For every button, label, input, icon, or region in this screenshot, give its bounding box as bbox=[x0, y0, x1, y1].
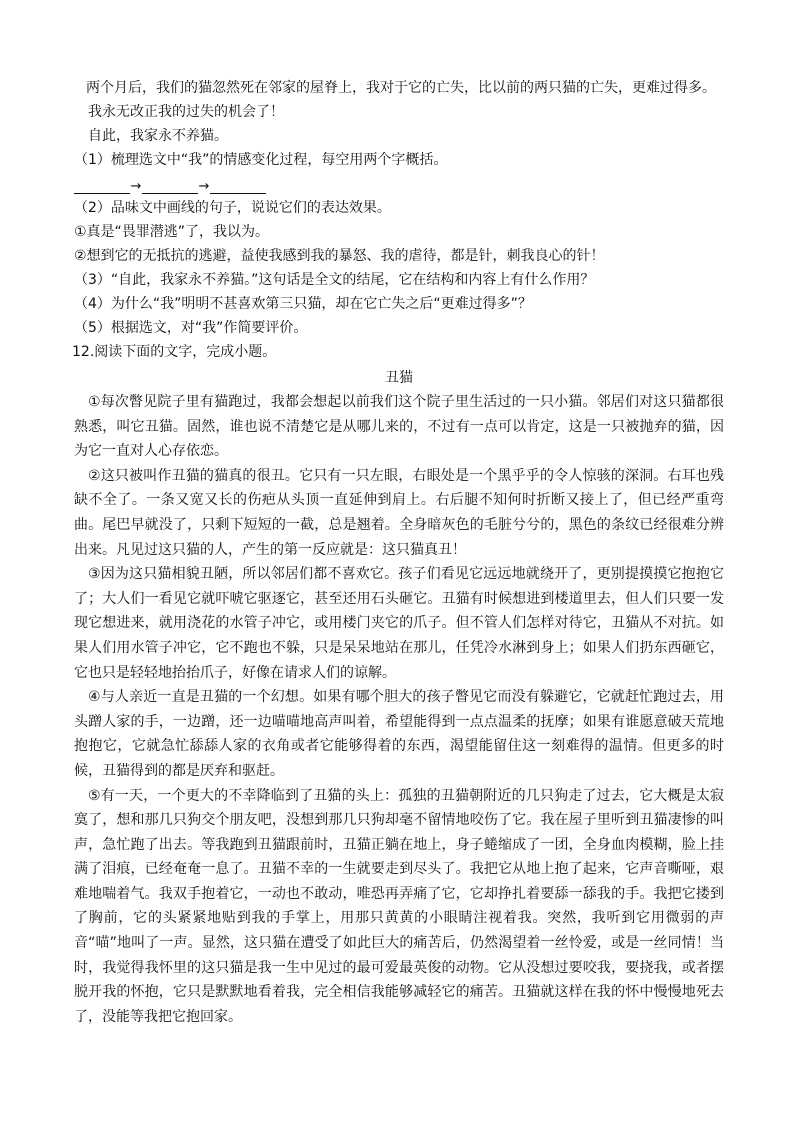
arrow-2: → bbox=[198, 179, 210, 194]
article-title: 丑猫 bbox=[385, 370, 413, 386]
article-paragraph-3: ③因为这只猫相貌丑陋，所以邻居们都不喜欢它。孩子们看见它远远地就绕开了，更别提摸摸它抱抱它了；大人们一看见它就吓唬它驱逐它，甚至还用石头砸它。丑猫有时候想进到楼道里去，但人们只要一发现它想进来，就用浇花的水管子冲它，或用楼门夹它的爪子。但不管人们怎样对待它，丑猫从不对抗。如果人们用水管子冲它，它不跑也不躲，只是呆呆地站在那儿，任凭冷水淋到身上；如果人们扔东西砸它，它也只是轻轻地抬抬爪子，好像在请求人们的谅解。 bbox=[74, 566, 724, 681]
question-5: （5）根据选文，对“我”作简要评价。 bbox=[74, 320, 308, 336]
article-paragraph-2: ②这只被叫作丑猫的猫真的很丑。它只有一只左眼，右眼处是一个黑乎乎的令人惊骇的深洞。右耳也残缺不全了。一条又宽又长的伤疤从头顶一直延伸到肩上。右后腿不知何时折断又接上了，但已经严重弯曲。尾巴早就没了，只剩下短短的一截，总是翘着。全身暗灰色的毛脏兮兮的，黑色的条纹已经很难分辨出来。凡见过这只猫的人，产生的第一反应就是：这只猫真丑！ bbox=[74, 467, 724, 558]
intro-line-2: 我永无改正我的过失的机会了！ bbox=[88, 104, 284, 120]
question-12-heading: 12.阅读下面的文字，完成小题。 bbox=[72, 344, 277, 360]
question-2-item-1: ①真是“畏罪潜逃”了，我以为。 bbox=[74, 224, 270, 240]
arrow-1: → bbox=[130, 179, 142, 194]
answer-blank-1[interactable] bbox=[74, 179, 130, 194]
intro-line-1: 两个月后，我们的猫忽然死在邻家的屋脊上，我对于它的亡失，比以前的两只猫的亡失，更难过得多。 bbox=[86, 80, 716, 96]
answer-blank-3[interactable] bbox=[210, 179, 266, 194]
article-paragraph-1: ①每次瞥见院子里有猫跑过，我都会想起以前我们这个院子里生活过的一只小猫。邻居们对这只猫都很熟悉，叫它丑猫。固然，谁也说不清楚它是从哪儿来的，不过有一点可以肯定，这是一只被抛弃的猫，因为它一直对人心存依恋。 bbox=[74, 394, 724, 460]
question-1: （1）梳理选文中“我”的情感变化过程，每空用两个字概括。 bbox=[74, 152, 448, 168]
page-content bbox=[74, 76, 724, 1029]
question-2-item-2: ②想到它的无抵抗的逃避，益使我感到我的暴怒、我的虐待，都是针，刺我良心的针！ bbox=[74, 248, 605, 264]
intro-line-3: 自此，我家永不养猫。 bbox=[88, 128, 228, 144]
answer-blanks bbox=[74, 172, 724, 196]
answer-blank-2[interactable] bbox=[142, 179, 198, 194]
question-3: （3）“自此，我家永不养猫。”这句话是全文的结尾，它在结构和内容上有什么作用？ bbox=[74, 272, 595, 288]
article-paragraph-5: ⑤有一天，一个更大的不幸降临到了丑猫的头上：孤独的丑猫朝附近的几只狗走了过去，它大概是太寂寞了，想和那几只狗交个朋友吧，没想到那几只狗却毫不留情地咬伤了它。我在屋子里听到丑猫凄惨的叫声，急忙跑了出去。等我跑到丑猫跟前时，丑猫正躺在地上，身子蜷缩成了一团，全身血肉模糊，脸上挂满了泪痕，已经奄奄一息了。丑猫不幸的一生就要走到尽头了。我把它从地上抱了起来，它声音嘶哑，艰难地喘着气。我双手抱着它，一动也不敢动，唯恐再弄痛了它，它却挣扎着要舔一舔我的手。我把它搂到了胸前，它的头紧紧地贴到我的手掌上，用那只黄黄的小眼睛注视着我。突然，我听到它用微弱的声音“喵”地叫了一声。显然，这只猫在遭受了如此巨大的痛苦后，仍然渴望着一丝怜爱，或是一丝同情！当时，我觉得我怀里的这只猫是我一生中见过的最可爱最英俊的动物。它从没想过要咬我，要挠我，或者摆脱开我的怀抱，它只是默默地看着我，完全相信我能够减轻它的痛苦。丑猫就这样在我的怀中慢慢地死去了，没能等我把它抱回家。 bbox=[74, 787, 724, 1025]
article-paragraph-4: ④与人亲近一直是丑猫的一个幻想。如果有哪个胆大的孩子瞥见它而没有躲避它，它就赶忙跑过去，用头蹭人家的手，一边蹭，还一边喵喵地高声叫着，希望能得到一点点温柔的抚摩；如果有谁愿意破天荒地抱抱它，它就急忙舔舔人家的衣角或者它能够得着的东西，渴望能留住这一刻难得的温情。但更多的时候，丑猫得到的都是厌弃和驱赶。 bbox=[74, 689, 724, 779]
question-4: （4）为什么“我”明明不甚喜欢第三只猫，却在它亡失之后“更难过得多”？ bbox=[74, 296, 532, 312]
question-2: （2）品味文中画线的句子，说说它们的表达效果。 bbox=[74, 200, 391, 216]
